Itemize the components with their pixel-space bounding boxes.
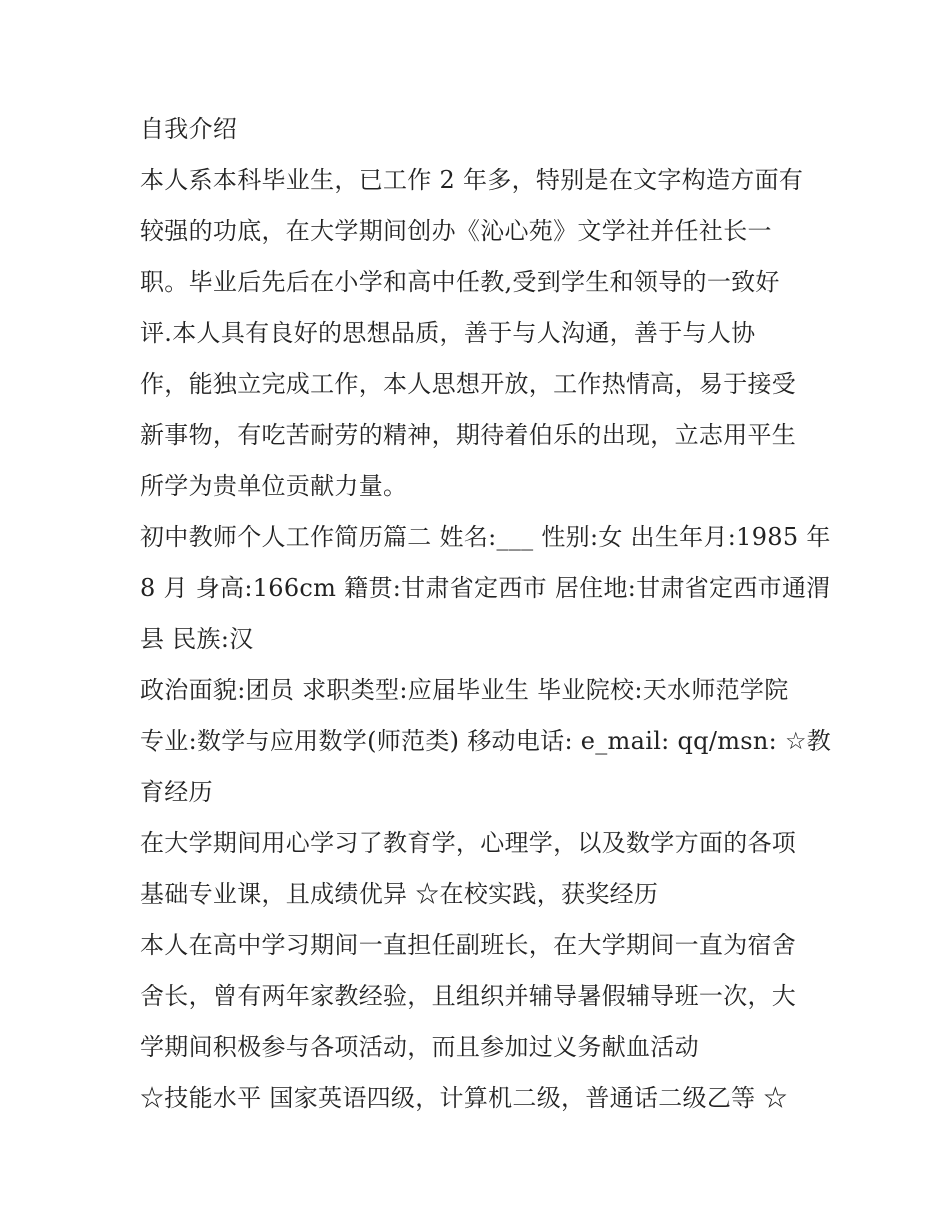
text-line: 学期间积极参与各项活动，而且参加过义务献血活动 <box>140 1033 699 1061</box>
text-line: 县 民族:汉 <box>140 625 254 653</box>
text-line: 8 月 身高:166cm 籍贯:甘肃省定西市 居住地:甘肃省定西市通渭 <box>140 574 831 602</box>
text-line: 专业:数学与应用数学(师范类) 移动电话: e_mail: qq/msn: ☆教 <box>140 727 832 755</box>
text-line: ☆技能水平 国家英语四级，计算机二级，普通话二级乙等 ☆ <box>140 1084 788 1112</box>
text-line: 政治面貌:团员 求职类型:应届毕业生 毕业院校:天水师范学院 <box>140 676 789 704</box>
text-line: 新事物，有吃苦耐劳的精神，期待着伯乐的出现，立志用平生 <box>140 421 797 449</box>
text-line: 本人在高中学习期间一直担任副班长，在大学期间一直为宿舍 <box>140 931 797 959</box>
text-line: 基础专业课，且成绩优异 ☆在校实践，获奖经历 <box>140 880 659 908</box>
section-heading: 自我介绍 <box>140 115 238 143</box>
text-line: 职。毕业后先后在小学和高中任教,受到学生和领导的一致好 <box>140 268 780 296</box>
text-line: 育经历 <box>140 778 213 806</box>
text-line: 初中教师个人工作简历篇二 姓名:___ 性别:女 出生年月:1985 年 <box>140 523 831 551</box>
text-line: 评.本人具有良好的思想品质，善于与人沟通，善于与人协 <box>140 319 756 347</box>
text-line: 在大学期间用心学习了教育学，心理学，以及数学方面的各项 <box>140 829 797 857</box>
text-line: 所学为贵单位贡献力量。 <box>140 472 408 500</box>
text-line: 作，能独立完成工作，本人思想开放，工作热情高，易于接受 <box>140 370 797 398</box>
text-line: 舍长，曾有两年家教经验，且组织并辅导暑假辅导班一次，大 <box>140 982 797 1010</box>
text-line: 本人系本科毕业生，已工作 2 年多，特别是在文字构造方面有 <box>140 166 804 194</box>
document-body <box>140 104 832 1124</box>
text-line: 较强的功底，在大学期间创办《沁心苑》文学社并任社长一 <box>140 217 772 245</box>
